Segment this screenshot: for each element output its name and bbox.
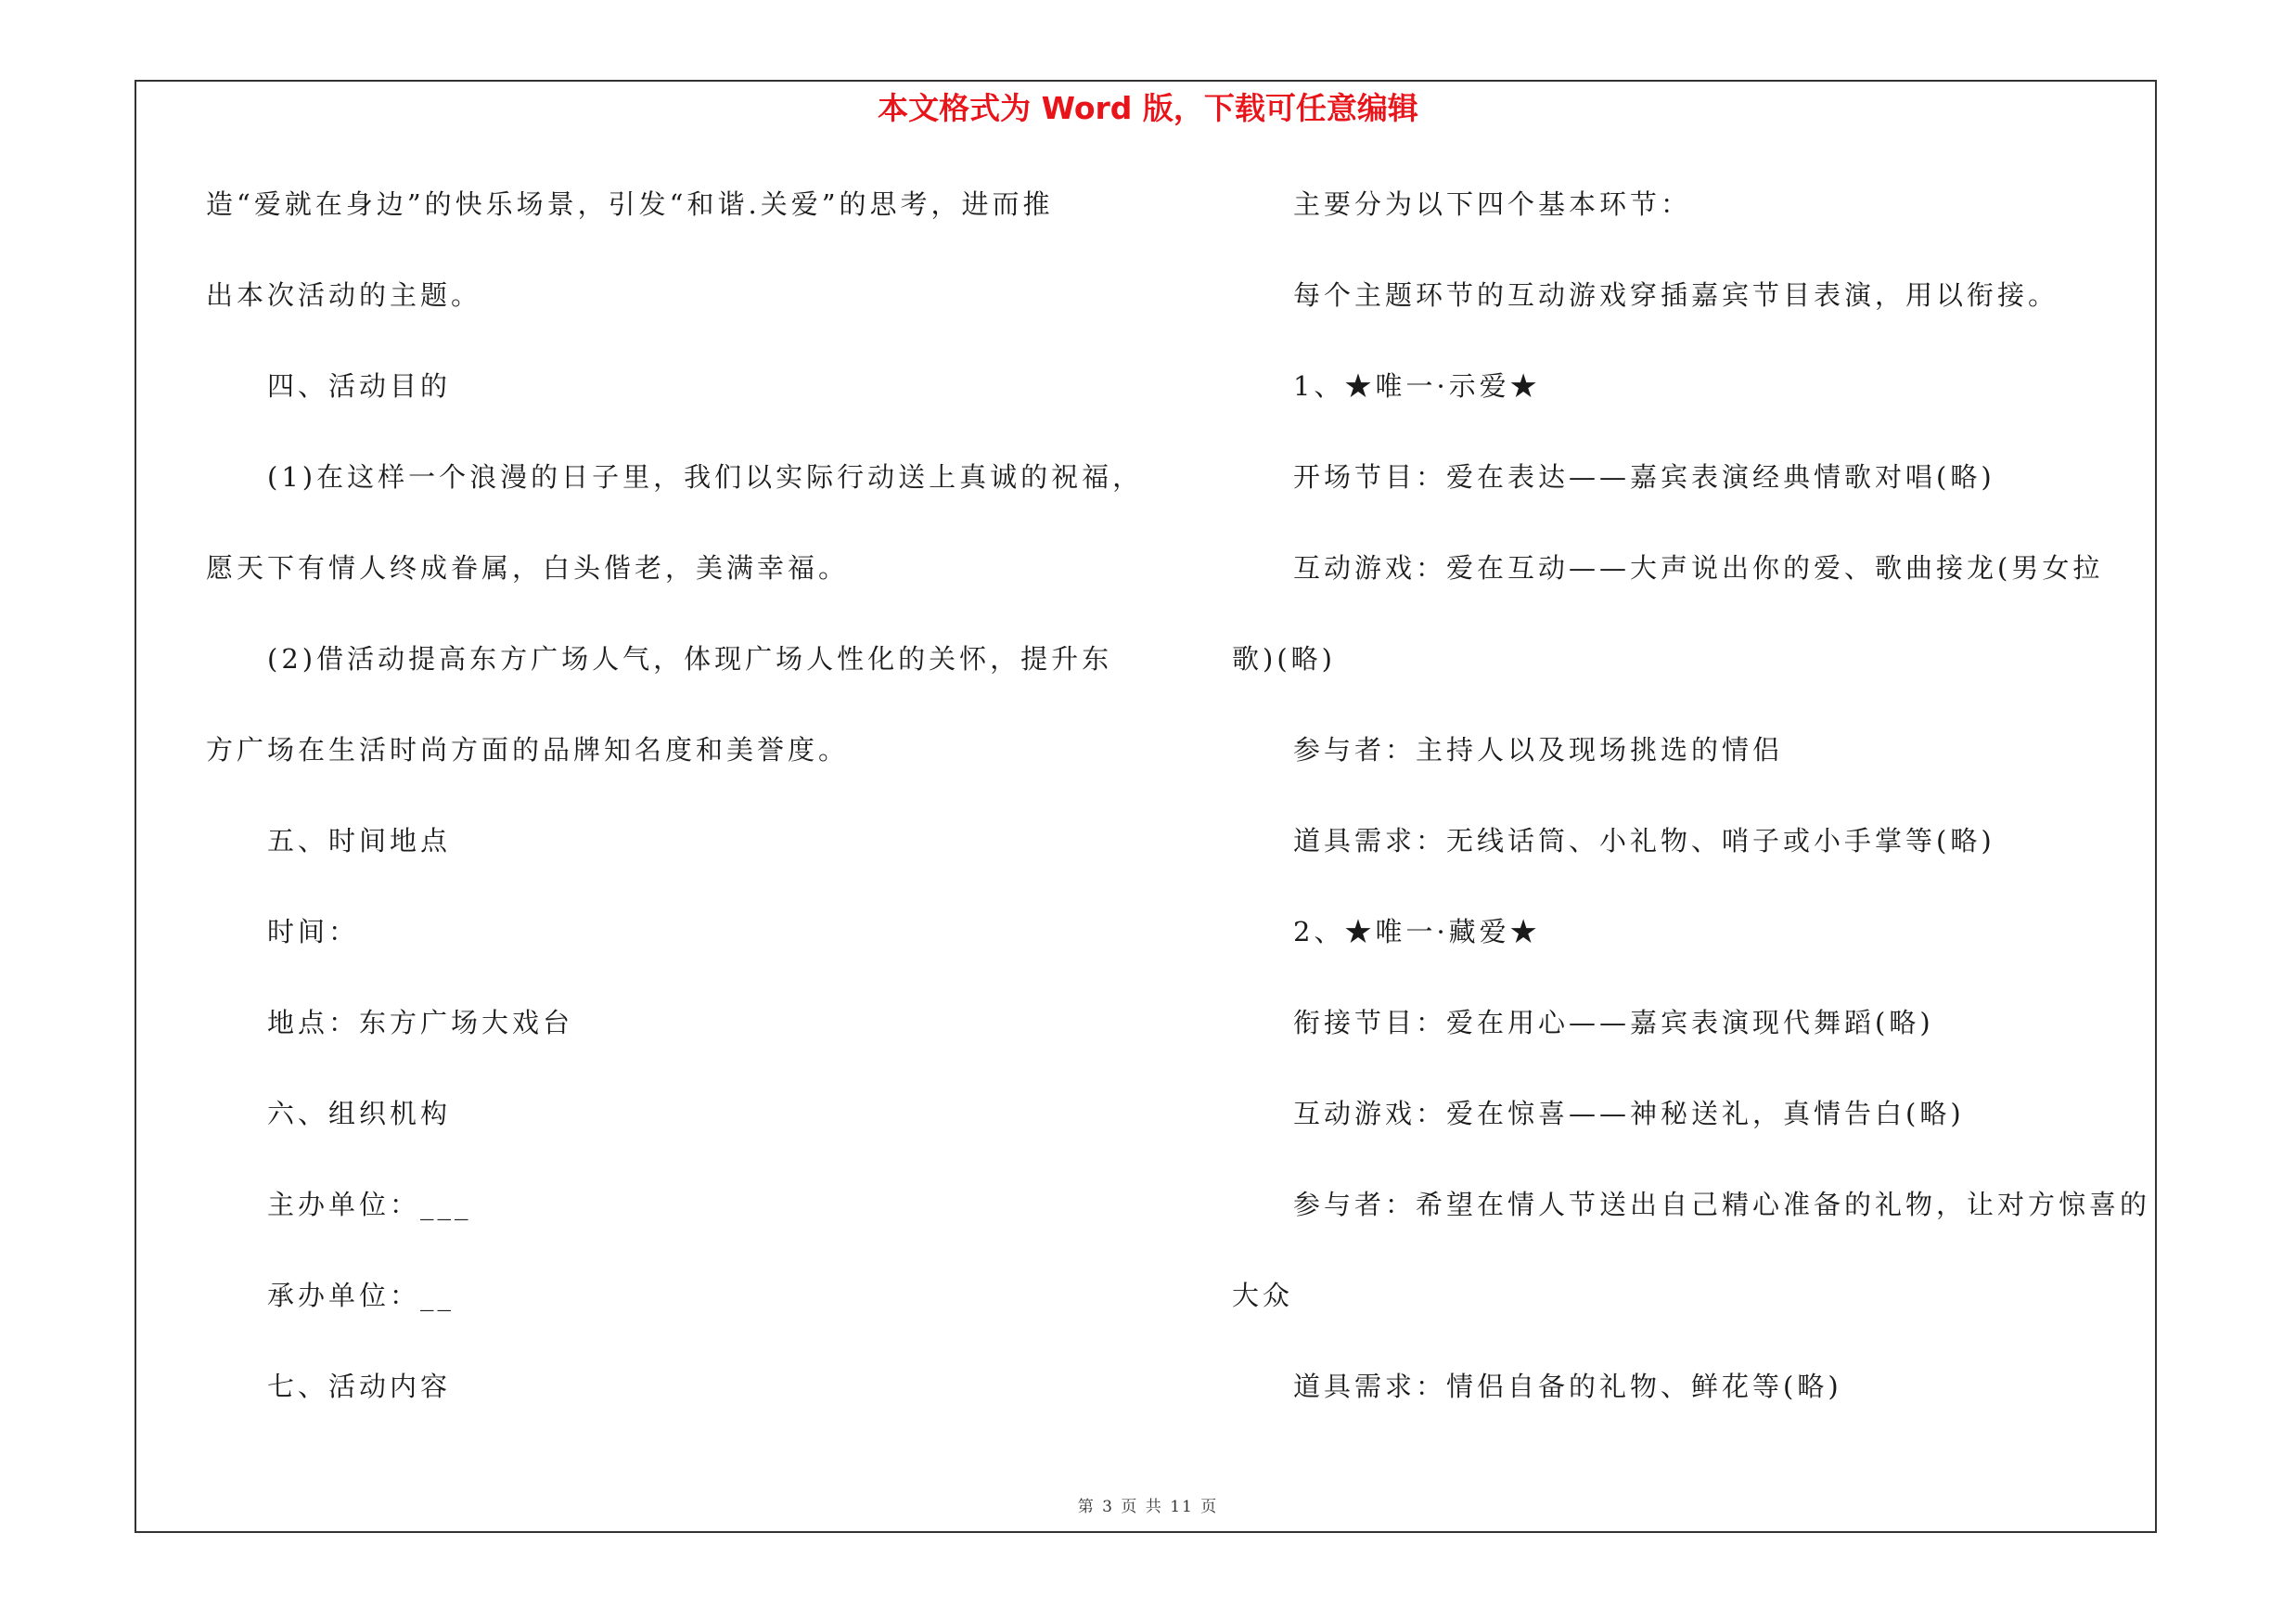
- left-line: 造“爱就在身边”的快乐场景，引发“和谐.关爱”的思考，进而推: [206, 188, 1054, 220]
- right-line: 道具需求：无线话筒、小礼物、哨子或小手掌等(略): [1293, 825, 1995, 857]
- right-line: 开场节目：爱在表达——嘉宾表演经典情歌对唱(略): [1293, 461, 1995, 493]
- section-heading: 七、活动内容: [267, 1371, 452, 1402]
- section-heading: 六、组织机构: [267, 1098, 452, 1129]
- subsection-heading: 1、★唯一·示爱★: [1293, 370, 1541, 402]
- left-line: 方广场在生活时尚方面的品牌知名度和美誉度。: [206, 734, 850, 766]
- section-heading: 四、活动目的: [267, 370, 452, 402]
- right-line: 衔接节目：爱在用心——嘉宾表演现代舞蹈(略): [1293, 1007, 1934, 1038]
- left-line: 承办单位：__: [267, 1280, 455, 1311]
- right-line: 参与者：主持人以及现场挑选的情侣: [1293, 734, 1784, 766]
- left-line: 地点：东方广场大戏台: [267, 1007, 574, 1038]
- left-line: 主办单位：___: [267, 1189, 472, 1220]
- left-line: 愿天下有情人终成眷属，白头偕老，美满幸福。: [206, 552, 850, 584]
- right-line: 道具需求：情侣自备的礼物、鲜花等(略): [1293, 1371, 1842, 1402]
- left-line: (2)借活动提高东方广场人气，体现广场人性化的关怀，提升东: [267, 643, 1113, 675]
- right-line: 歌)(略): [1232, 643, 1336, 675]
- right-line: 参与者：希望在情人节送出自己精心准备的礼物，让对方惊喜的: [1293, 1189, 2151, 1220]
- right-line: 每个主题环节的互动游戏穿插嘉宾节目表演，用以衔接。: [1293, 279, 2059, 311]
- right-line: 大众: [1232, 1280, 1294, 1311]
- right-line: 互动游戏：爱在互动——大声说出你的爱、歌曲接龙(男女拉: [1293, 552, 2104, 584]
- section-heading: 五、时间地点: [267, 825, 452, 857]
- left-line: (1)在这样一个浪漫的日子里，我们以实际行动送上真诚的祝福，: [267, 461, 1144, 493]
- left-line: 出本次活动的主题。: [206, 279, 482, 311]
- left-line: 时间：: [267, 916, 360, 947]
- subsection-heading: 2、★唯一·藏爱★: [1293, 916, 1541, 947]
- right-line: 主要分为以下四个基本环节：: [1293, 188, 1692, 220]
- page-number-footer: 第 3 页 共 11 页: [1077, 1498, 1219, 1516]
- word-format-banner: 本文格式为 Word 版，下载可任意编辑: [878, 90, 1418, 126]
- right-line: 互动游戏：爱在惊喜——神秘送礼，真情告白(略): [1293, 1098, 1965, 1129]
